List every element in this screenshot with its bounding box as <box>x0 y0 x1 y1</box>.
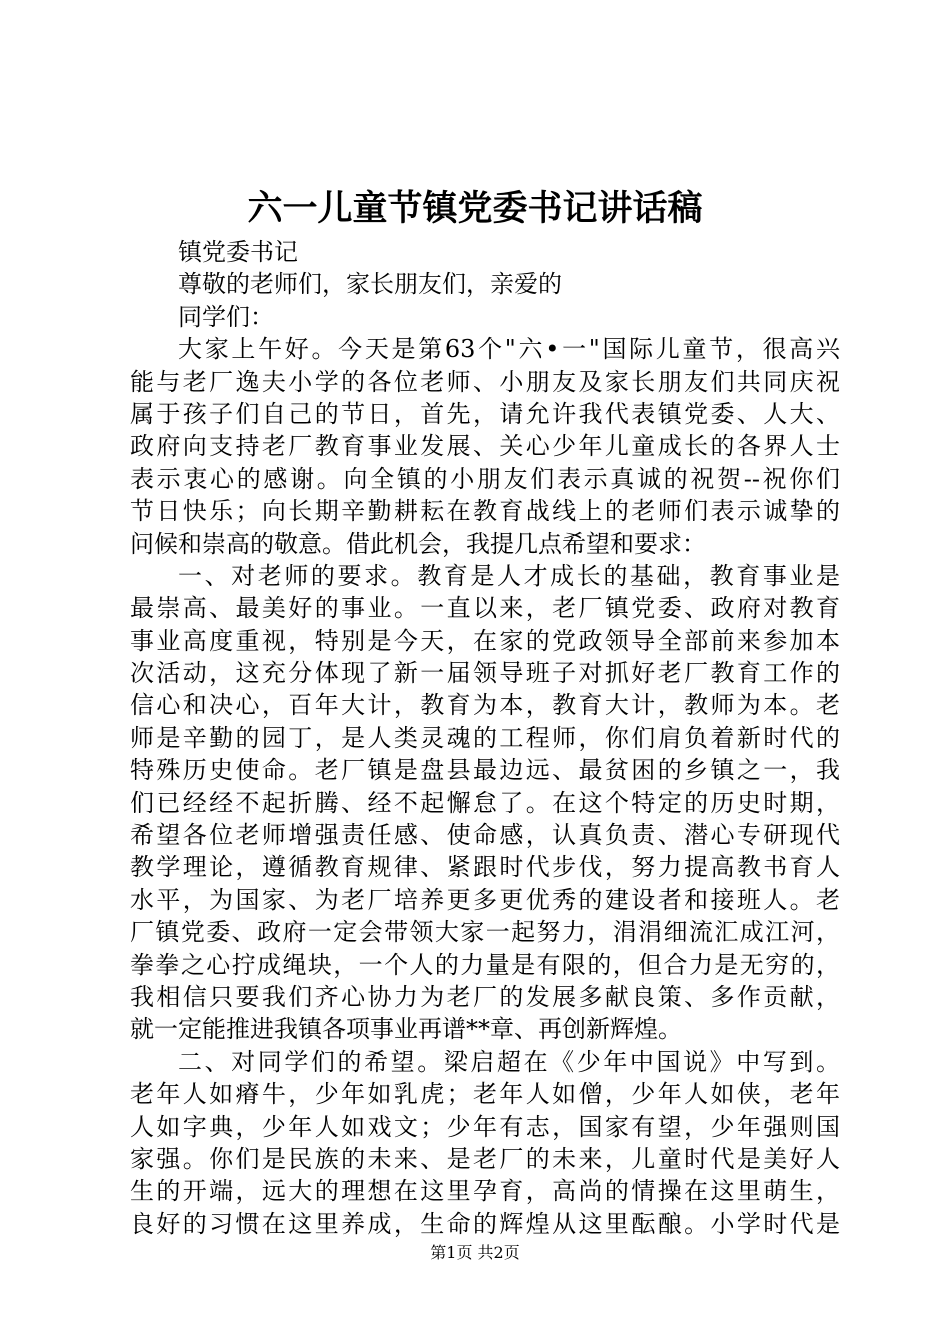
text-line: 问候和崇高的敬意。借此机会，我提几点希望和要求： <box>130 529 706 558</box>
page-footer: 第1页 共2页 <box>430 1243 520 1262</box>
text-line: 最崇高、最美好的事业。一直以来，老厂镇党委、政府对教育 <box>130 594 840 623</box>
text-line: 教学理论，遵循教育规律、紧跟时代步伐，努力提高教书育人 <box>130 853 840 882</box>
text-line: 我相信只要我们齐心协力为老厂的发展多献良策、多作贡献， <box>130 982 840 1011</box>
text-line: 尊敬的老师们，家长朋友们，亲爱的 <box>178 270 562 299</box>
text-line: 师是辛勤的园丁，是人类灵魂的工程师，你们肩负着新时代的 <box>130 723 840 752</box>
text-line: 属于孩子们自己的节日，首先，请允许我代表镇党委、人大、 <box>130 399 840 428</box>
text-line: 生的开端，远大的理想在这里孕育，高尚的情操在这里萌生， <box>130 1177 840 1206</box>
text-line: 拳拳之心拧成绳块，一个人的力量是有限的，但合力是无穷的， <box>130 950 840 979</box>
text-line: 表示衷心的感谢。向全镇的小朋友们表示真诚的祝贺--祝你们 <box>130 464 840 493</box>
text-line: 家强。你们是民族的未来、是老厂的未来，儿童时代是美好人 <box>130 1144 840 1173</box>
text-line: 一、对老师的要求。教育是人才成长的基础，教育事业是 <box>178 561 840 590</box>
text-line: 特殊历史使命。老厂镇是盘县最边远、最贫困的乡镇之一，我 <box>130 756 840 785</box>
text-line: 同学们： <box>178 302 274 331</box>
text-line: 希望各位老师增强责任感、使命感，认真负责、潜心专研现代 <box>130 821 840 850</box>
text-line: 老年人如瘠牛，少年如乳虎；老年人如僧，少年人如侠，老年 <box>130 1080 840 1109</box>
text-line: 厂镇党委、政府一定会带领大家一起努力，涓涓细流汇成江河， <box>130 918 840 947</box>
text-line: 大家上午好。今天是第63个"六•一"国际儿童节，很高兴 <box>178 335 840 364</box>
text-line: 次活动，这充分体现了新一届领导班子对抓好老厂教育工作的 <box>130 659 840 688</box>
text-line: 良好的习惯在这里养成，生命的辉煌从这里酝酿。小学时代是 <box>130 1209 840 1238</box>
text-line: 水平，为国家、为老厂培养更多更优秀的建设者和接班人。老 <box>130 885 840 914</box>
document-title: 六一儿童节镇党委书记讲话稿 <box>247 188 703 229</box>
text-line: 信心和决心，百年大计，教育为本，教育大计，教师为本。老 <box>130 691 840 720</box>
text-line: 就一定能推进我镇各项事业再谱**章、再创新辉煌。 <box>130 1015 682 1044</box>
text-line: 政府向支持老厂教育事业发展、关心少年儿童成长的各界人士 <box>130 432 840 461</box>
text-line: 能与老厂逸夫小学的各位老师、小朋友及家长朋友们共同庆祝 <box>130 367 840 396</box>
text-line: 镇党委书记 <box>178 238 298 266</box>
text-line: 节日快乐；向长期辛勤耕耘在教育战线上的老师们表示诚挚的 <box>130 497 840 526</box>
text-line: 人如字典，少年人如戏文；少年有志，国家有望，少年强则国 <box>130 1112 840 1141</box>
text-line: 二、对同学们的希望。梁启超在《少年中国说》中写到。 <box>178 1047 840 1076</box>
document-body <box>130 236 840 1240</box>
text-line: 们已经经不起折腾、经不起懈怠了。在这个特定的历史时期， <box>130 788 840 817</box>
text-line: 事业高度重视，特别是今天，在家的党政领导全部前来参加本 <box>130 626 840 655</box>
